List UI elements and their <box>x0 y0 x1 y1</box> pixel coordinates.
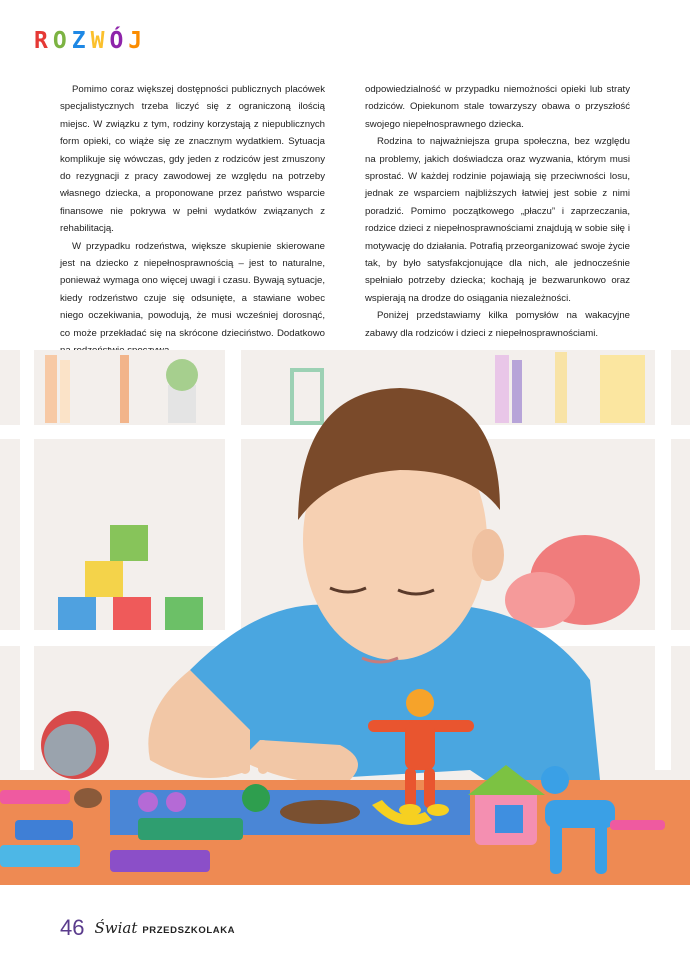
magazine-title <box>94 919 235 937</box>
page-number: 46 <box>60 915 85 940</box>
paragraph: W przypadku rodzeństwa, większe skupienie skierowane jest na dziecko z niepełnosprawnością – jest to naturalne, ponieważ wymaga ono więcej uwagi i czasu. Bywają sytuacje, kiedy rodzeństwo czuje się odsunięte, a stawiane wobec niego oczekiwania, powodują, że musi wcześniej dorosnąć, co może przekładać się na skrócone dzieciństwo. Dodatkowo <box>60 240 325 339</box>
section-title <box>34 28 147 54</box>
section-title-letter: O <box>52 28 72 54</box>
page-footer <box>60 914 235 942</box>
section-title-letter: R <box>34 28 53 54</box>
paragraph: Pomimo coraz większej dostępności publicznych placówek specjalistycznych trzeba liczyć się z ograniczoną ilością miejsc. W związku z tym, rodziny korzystają z niepublicznych form opieki, co wiąże się ze znacznym wydatkiem. Sytuacja komplikuje się wówczas, gdy jeden z rodziców jest zmuszony do rezygnacji z pracy zawodowej ze względu na potrzeby własnego dziecka, a proponowane przez państwo wsparcie finansowe nie pokrywa w pełni wydatków związanych z rehabilitacją. <box>60 84 325 235</box>
paragraph: Poniżej przedstawiamy kilka pomysłów na wakacyjne zabawy dla rodziców i dzieci z niepełnosprawnościami. <box>365 310 630 339</box>
article-body <box>60 81 630 343</box>
paragraph: odpowiedzialność w przypadku niemożności opieki lub straty rodziców. Opiekunom stale towarzyszy obawa o przyszłość swojego niepełnosprawnego dziecka. <box>365 84 630 130</box>
section-title-letter: Ó <box>109 28 129 54</box>
article-column-right <box>365 81 630 343</box>
article-column-left <box>60 81 325 343</box>
paragraph: Rodzina to najważniejsza grupa społeczna, bez względu na problemy, jakich doświadcza oraz wyzwania, którym musi sprostać. W każdej rodzinie pojawiają się przeciwności losu, jednak ze wsparciem najbliższych łatwiej jest sobie z nimi poradzić. Pomimo początkowego „płaczu” i zaprzeczania, rodzice dzieci z niepełnosprawnościami znajdują w sobie siłę i motywację do działania. Potrafią przeorganizować swoje życie tak, by było satysfakcjonujące dla nich, ale jednocześnie spełniało potrzeby dziecka; kochają je bezwarunkowo oraz wspierają na drodze do osiągania niezależności. <box>365 136 630 304</box>
article-photo <box>0 350 690 885</box>
section-title-letter: W <box>90 28 110 54</box>
magazine-title-script: Świat <box>94 919 138 937</box>
magazine-title-word: PRZEDSZKOLAKA <box>142 925 236 936</box>
section-title-letter: Z <box>71 28 91 54</box>
section-title-letter: J <box>128 28 148 54</box>
